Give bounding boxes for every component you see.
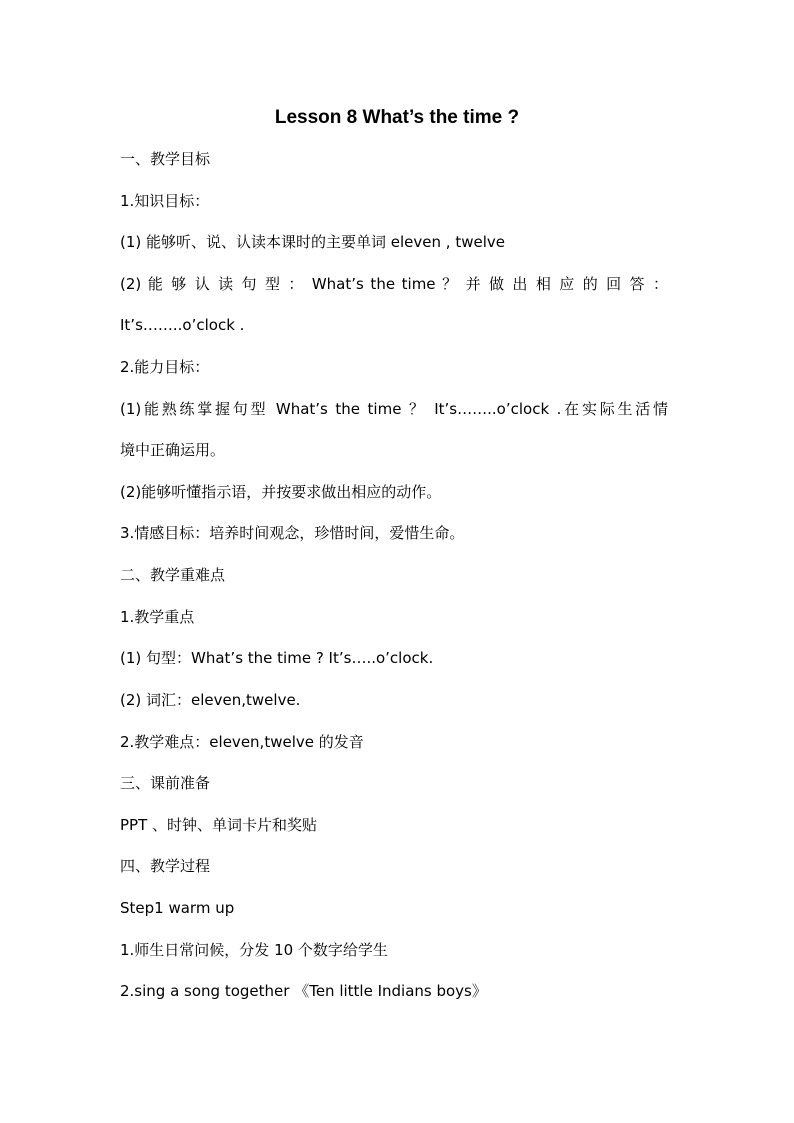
subheading-key-focus: 1.教学重点: [120, 608, 195, 626]
step-1-heading: Step1 warm up: [120, 899, 235, 917]
ability-goal-item-2: (2)能够听懂指示语，并按要求做出相应的动作。: [120, 483, 442, 501]
section-heading-process: 四、教学过程: [120, 857, 211, 875]
emotional-goal: 3.情感目标：培养时间观念，珍惜时间，爱惜生命。: [120, 524, 465, 542]
section-heading-key-points: 二、教学重难点: [120, 566, 226, 584]
knowledge-goal-item-2-continued: It’s……..o’clock .: [120, 316, 245, 334]
ability-goal-item-1-continued: 境中正确运用。: [120, 441, 226, 459]
knowledge-goal-item-2: (2) 能 够 认 读 句 型 ： What’s the time ？ 并 做 出 相 应 的 回 答 ：: [120, 275, 668, 293]
section-heading-teaching-goals: 一、教学目标: [120, 150, 211, 168]
subheading-ability-goals: 2.能力目标：: [120, 358, 210, 376]
difficult-point: 2.教学难点：eleven,twelve 的发音: [120, 733, 364, 751]
preparation-materials: PPT 、时钟、单词卡片和奖贴: [120, 816, 318, 834]
key-focus-item-1: (1) 句型：What’s the time ? It’s…..o’clock.: [120, 649, 434, 667]
knowledge-goal-item-1: (1) 能够听、说、认读本课时的主要单词 eleven , twelve: [120, 233, 505, 251]
step-1-item-1: 1.师生日常问候，分发 10 个数字给学生: [120, 941, 388, 959]
step-1-item-2: 2.sing a song together 《Ten little Indians boys》: [120, 982, 487, 1000]
document-title: Lesson 8 What’s the time ?: [274, 107, 520, 128]
subheading-knowledge-goals: 1.知识目标：: [120, 192, 210, 210]
ability-goal-item-1: (1)能熟练掌握句型 What’s the time ？ It’s……..o’clock .在实际生活情: [120, 400, 668, 418]
section-heading-preparation: 三、课前准备: [120, 774, 211, 792]
key-focus-item-2: (2) 词汇：eleven,twelve.: [120, 691, 301, 709]
